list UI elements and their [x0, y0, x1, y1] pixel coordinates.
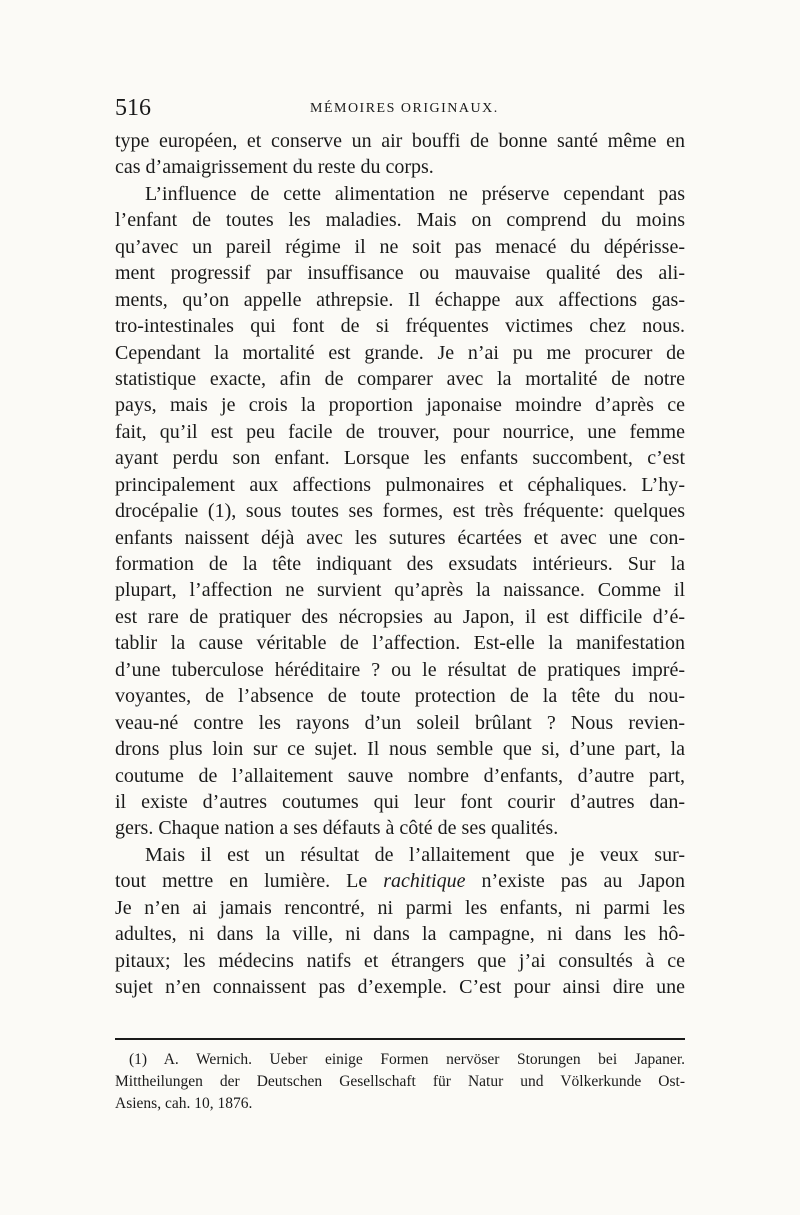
- text-line: veau-né contre les rayons d’un soleil brûlant ? Nous revien-: [115, 711, 685, 734]
- footnote-line: Asiens, cah. 10, 1876.: [115, 1095, 253, 1112]
- text-line: cas d’amaigrissement du reste du corps.: [115, 156, 434, 179]
- text-line: Cependant la mortalité est grande. Je n’ai pu me procurer de: [115, 341, 685, 364]
- footnote-line: (1) A. Wernich. Ueber einige Formen nervöser Storungen bei Japaner.: [129, 1051, 685, 1068]
- paragraph-start-line: L’influence de cette alimentation ne préserve cependant pas: [145, 182, 685, 205]
- paragraph-start-line: Mais il est un résultat de l’allaitement que je veux sur-: [145, 843, 685, 866]
- text-line: adultes, ni dans la ville, ni dans la campagne, ni dans les hô-: [115, 923, 685, 946]
- italic-term: rachitique: [383, 870, 466, 893]
- text-line: plupart, l’affection ne survient qu’après la naissance. Comme il: [115, 579, 685, 602]
- text-line: Je n’en ai jamais rencontré, ni parmi les enfants, ni parmi les: [115, 896, 685, 919]
- footnote: [115, 1049, 685, 1115]
- text-line: coutume de l’allaitement sauve nombre d’enfants, d’autre part,: [115, 764, 685, 787]
- footnote-divider: [115, 1038, 685, 1040]
- text-line: tro-intestinales qui font de si fréquentes victimes chez nous.: [115, 315, 685, 338]
- text-line: statistique exacte, afin de comparer avec la mortalité de notre: [115, 367, 685, 390]
- text-line: ayant perdu son enfant. Lorsque les enfants succombent, c’est: [115, 447, 685, 470]
- text-line: qu’avec un pareil régime il ne soit pas menacé du dépérisse-: [115, 235, 685, 258]
- footnote-line: Mittheilungen der Deutschen Gesellschaft für Natur und Völkerkunde Ost-: [115, 1073, 685, 1090]
- page-number: 516: [115, 95, 151, 121]
- text-line: voyantes, de l’absence de toute protection de la tête du nou-: [115, 685, 685, 708]
- running-title: MÉMOIRES ORIGINAUX.: [310, 101, 499, 116]
- text-segment: n’existe pas au Japon: [465, 870, 685, 893]
- text-line: formation de la tête indiquant des exsudats intérieurs. Sur la: [115, 553, 685, 575]
- text-line: tablir la cause véritable de l’affection. Est-elle la manifestation: [115, 632, 685, 655]
- text-line: drocépalie (1), sous toutes ses formes, est très fréquente: quelques: [115, 500, 685, 523]
- text-segment: tout mettre en lumière. Le: [115, 870, 384, 893]
- text-line: il existe d’autres coutumes qui leur font courir d’autres dan-: [115, 790, 685, 813]
- text-line: drons plus loin sur ce sujet. Il nous semble que si, d’une part, la: [115, 738, 685, 761]
- text-line-with-italic: [115, 868, 685, 894]
- text-line: est rare de pratiquer des nécropsies au Japon, il est difficile d’é-: [115, 605, 685, 628]
- text-line: sujet n’en connaissent pas d’exemple. C’est pour ainsi dire une: [115, 976, 685, 998]
- text-line: principalement aux affections pulmonaires et céphaliques. L’hy-: [115, 473, 685, 496]
- text-line: pays, mais je crois la proportion japonaise moindre d’après ce: [115, 394, 685, 417]
- body-text: [115, 128, 685, 1000]
- text-line: pitaux; les médecins natifs et étrangers que j’ai consultés à ce: [115, 949, 685, 972]
- text-line: type européen, et conserve un air bouffi de bonne santé même en: [115, 130, 685, 152]
- page-header: [115, 93, 685, 123]
- text-line: ment progressif par insuffisance ou mauvaise qualité des ali-: [115, 262, 685, 285]
- text-line: gers. Chaque nation a ses défauts à côté de ses qualités.: [115, 817, 559, 840]
- text-line: fait, qu’il est peu facile de trouver, pour nourrice, une femme: [115, 420, 685, 443]
- text-line: l’enfant de toutes les maladies. Mais on comprend du moins: [115, 209, 685, 232]
- text-line: ments, qu’on appelle athrepsie. Il échappe aux affections gas-: [115, 288, 685, 311]
- text-line: enfants naissent déjà avec les sutures écartées et avec une con-: [115, 526, 685, 549]
- text-line: d’une tuberculose héréditaire ? ou le résultat de pratiques impré-: [115, 658, 685, 681]
